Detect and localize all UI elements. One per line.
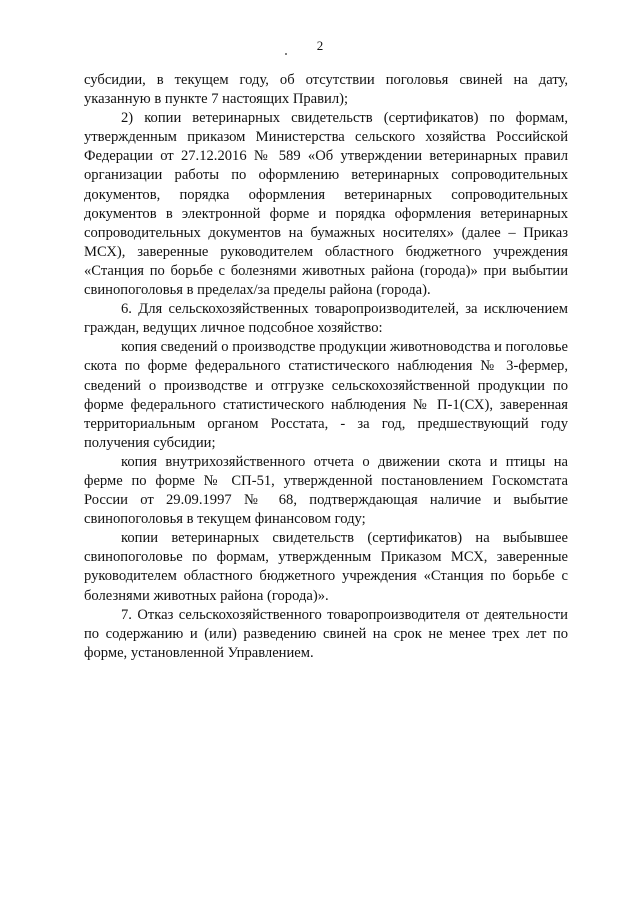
paragraph-item-6: 6. Для сельскохозяйственных товаропроизводителей, за исключением граждан, ведущих личное подсобное хозяйство: — [84, 301, 568, 337]
scan-speck — [285, 53, 287, 55]
paragraph-continuation: субсидии, в текущем году, об отсутствии поголовья свиней на дату, указанную в пункте 7 настоящих Правил); — [84, 72, 568, 108]
document-body — [84, 71, 568, 663]
page-number: 2 — [316, 38, 324, 53]
paragraph-sp51-report-copy: копия внутрихозяйственного отчета о движении скота и птицы на ферме по форме № СП-51, утвержденной постановлением Госкомстата России от 29.09.1997 № 68, подтверждающая наличие и выбытие свинопоголовья в текущем финансовом году; — [84, 453, 568, 528]
paragraph-item-2: 2) копии ветеринарных свидетельств (сертификатов) по формам, утвержденным приказом Министерства сельского хозяйства Российской Федерации от 27.12.2016 № 589 «Об утверждении ветеринарных правил организации работы по оформлению ветеринарных сопроводительных документов, порядка оформления ветеринарных сопроводительных документов в электронной форме и порядка оформления ветеринарных сопроводительных документов на бумажных носителях» (далее – Приказ МСХ), заверенные руководителем областного бюджетного учреждения «Станция по борьбе с болезнями животных района (города)» при выбытии свинопоголовья в пределах/за пределы района (города). — [84, 110, 568, 299]
paragraph-vet-certificates-copy: копии ветеринарных свидетельств (сертификатов) на выбывшее свинопоголовье по формам, утвержденным Приказом МСХ, заверенные руководителем областного бюджетного учреждения «Станция по борьбе с болезнями животных района (города)». — [84, 530, 568, 604]
paragraph-stat-form-copy: копия сведений о производстве продукции животноводства и поголовье скота по форме федерального статистического наблюдения № 3-фермер, сведений о производстве и отгрузке сельскохозяйственной продукции по форме федерального статистического наблюдения № П-1(СХ), заверенная территориальным органом Росстата, - за год, предшествующий году получения субсидии; — [84, 339, 568, 451]
paragraph-item-7: 7. Отказ сельскохозяйственного товаропроизводителя от деятельности по содержанию и (или) разведению свиней на срок не менее трех лет по форме, установленной Управлением. — [84, 606, 568, 661]
